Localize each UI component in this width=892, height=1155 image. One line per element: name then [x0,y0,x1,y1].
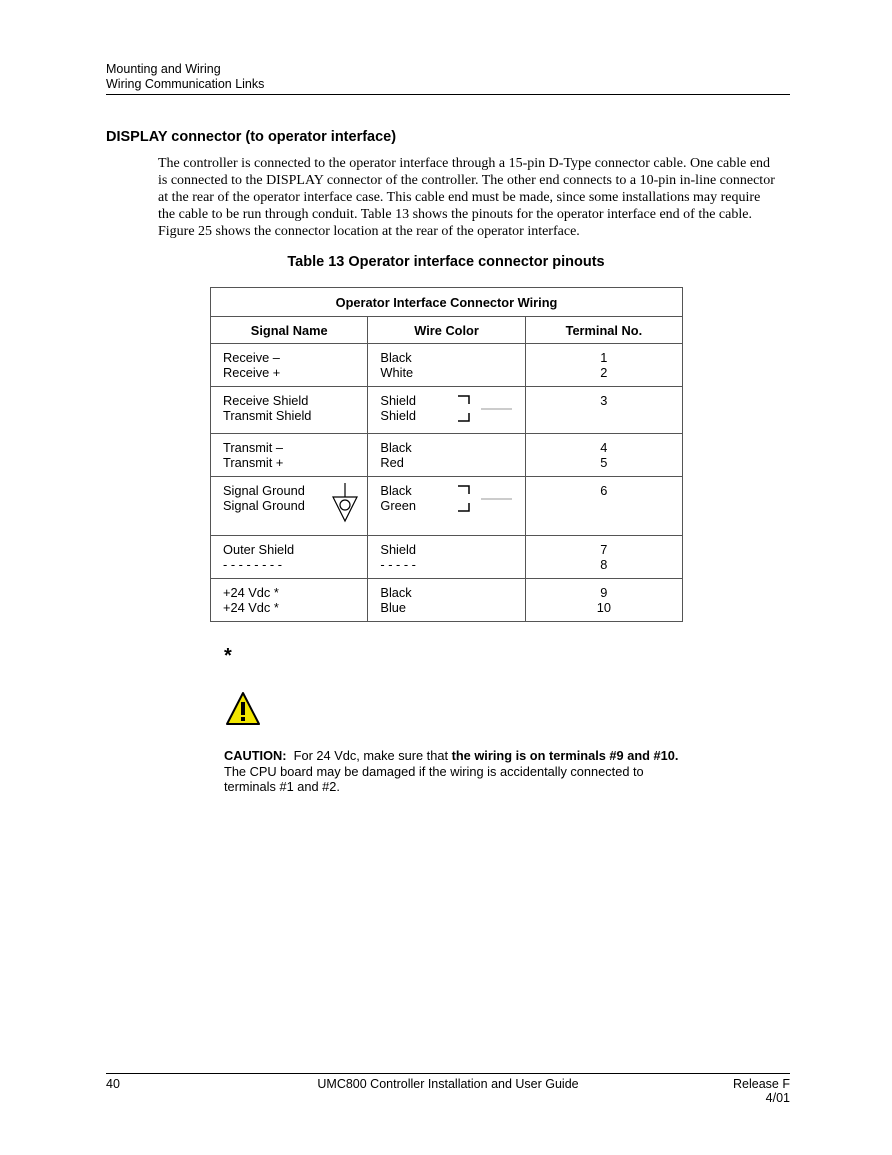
body-paragraph: The controller is connected to the operator interface through a 15-pin D-Type connector cable. One cable end is connected to the DISPLAY connector of the controller. The other end connects to a 10-pin in-line connector at the rear of the operator interface case. This cable end must be made, since some installations may require the cable to be run through conduit. Table 13 shows the pinouts for the operator interface end of the cable. Figure 25 shows the connector location at the rear of the operator interface. [158,156,775,239]
section-title: DISPLAY connector (to operator interface) [106,129,397,145]
table-row [211,344,683,387]
table-row [211,434,683,477]
color-cell: Black Green [368,477,525,536]
signal-cell: Signal Ground Signal Ground [211,477,368,536]
color-cell: Shield Shield [368,387,525,434]
running-footer [106,1073,790,1105]
color-cell: Black Blue [368,579,525,622]
terminal-cell: 6 [525,477,682,536]
warning-triangle-icon [225,691,261,727]
table-caption: Table 13 Operator interface connector pinouts [287,254,605,270]
page-number: 40 [106,1077,120,1091]
table-header-row [211,317,683,344]
running-header [106,62,790,95]
signal-cell: +24 Vdc * +24 Vdc * [211,579,368,622]
table-row [211,387,683,434]
terminal-cell: 1 2 [525,344,682,387]
header-wire-color: Wire Color [368,317,525,344]
signal-cell: Transmit – Transmit + [211,434,368,477]
color-cell: Shield - - - - - [368,536,525,579]
ground-bracket-icon [458,485,518,515]
table-row [211,536,683,579]
header-terminal-no: Terminal No. [525,317,682,344]
terminal-cell: 7 8 [525,536,682,579]
pinout-table [210,287,683,622]
header-chapter: Mounting and Wiring [106,62,221,76]
document-title: UMC800 Controller Installation and User Guide [317,1077,579,1091]
terminal-cell: 3 [525,387,682,434]
release-info: Release F 4/01 [733,1077,790,1105]
shield-bracket-icon [458,395,518,425]
signal-cell: Receive Shield Transmit Shield [211,387,368,434]
color-cell: Black White [368,344,525,387]
terminal-cell: 9 10 [525,579,682,622]
signal-cell: Receive – Receive + [211,344,368,387]
table-title-row [211,288,683,317]
footnote-asterisk: * [224,645,232,667]
caution-label: CAUTION: [224,748,287,763]
color-cell: Black Red [368,434,525,477]
table-title: Operator Interface Connector Wiring [211,288,683,317]
caution-emphasis: the wiring is on terminals #9 and #10. [451,748,679,763]
header-section: Wiring Communication Links [106,77,265,91]
caution-note: CAUTION: For 24 Vdc, make sure that the wiring is on terminals #9 and #10. The CPU board may be damaged if the wiring is accidentally connected to terminals #1 and #2. [224,748,679,794]
header-signal-name: Signal Name [211,317,368,344]
ground-symbol-icon [331,483,361,525]
table-row [211,477,683,536]
table-row [211,579,683,622]
terminal-cell: 4 5 [525,434,682,477]
signal-cell: Outer Shield - - - - - - - - [211,536,368,579]
